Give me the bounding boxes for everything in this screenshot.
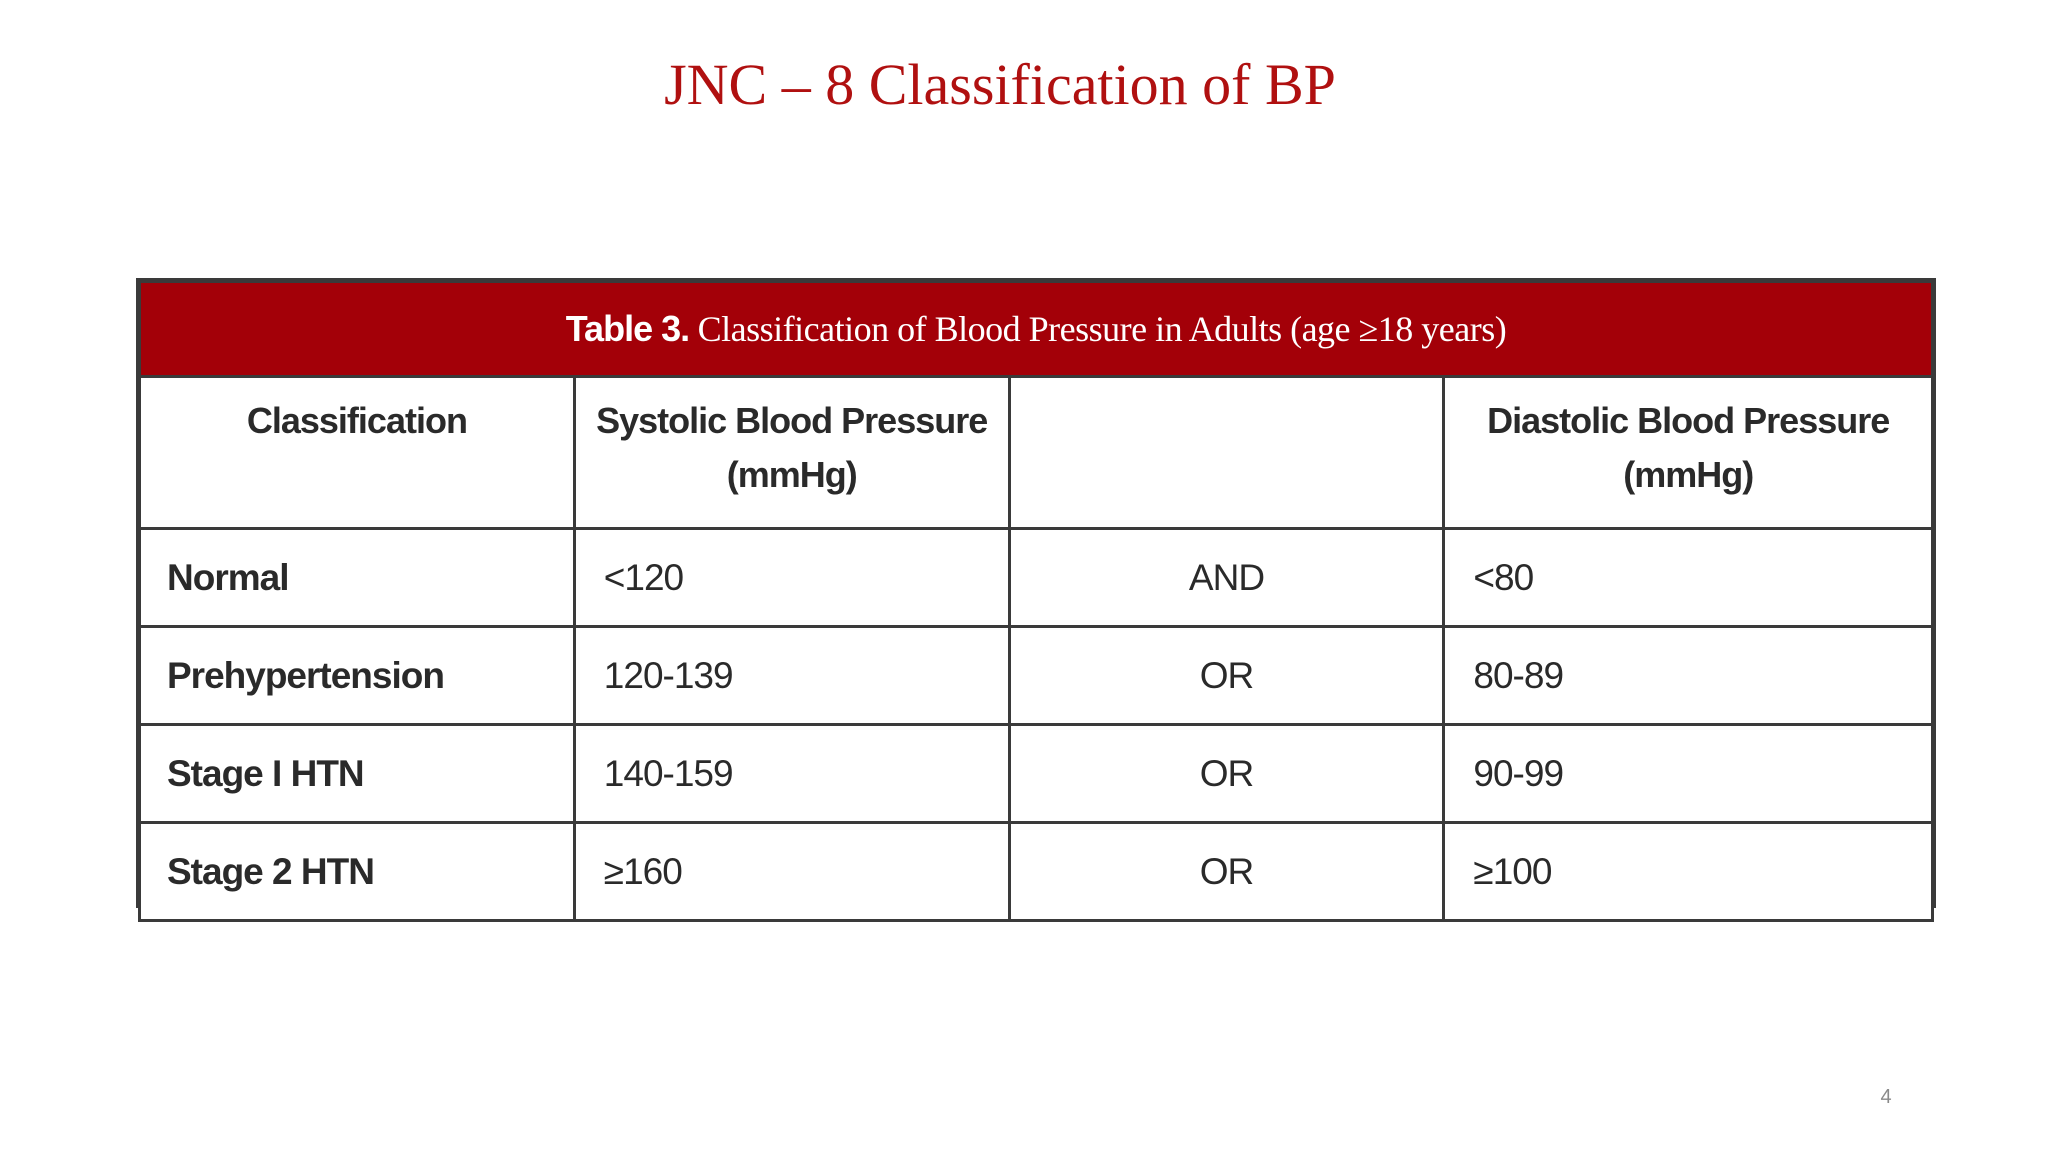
header-operator xyxy=(1009,377,1444,529)
bp-classification-table xyxy=(138,280,1934,922)
table-caption-row xyxy=(140,282,1933,377)
header-classification-label: Classification xyxy=(246,400,467,441)
cell-operator: OR xyxy=(1009,627,1444,725)
cell-systolic: ≥160 xyxy=(574,823,1009,921)
cell-classification: Stage 2 HTN xyxy=(140,823,575,921)
cell-diastolic: 90-99 xyxy=(1444,725,1933,823)
cell-systolic: 120-139 xyxy=(574,627,1009,725)
table-caption-text: Classification of Blood Pressure in Adults (age ≥18 years) xyxy=(697,309,1507,349)
cell-operator: OR xyxy=(1009,725,1444,823)
header-systolic-line1: Systolic Blood Pressure xyxy=(596,400,988,441)
table-row-normal xyxy=(140,529,1933,627)
cell-systolic: <120 xyxy=(574,529,1009,627)
header-classification xyxy=(140,377,575,529)
cell-operator: OR xyxy=(1009,823,1444,921)
table-row-stage1 xyxy=(140,725,1933,823)
table-row-prehypertension xyxy=(140,627,1933,725)
table-header-row xyxy=(140,377,1933,529)
cell-operator: AND xyxy=(1009,529,1444,627)
cell-classification: Prehypertension xyxy=(140,627,575,725)
table-caption xyxy=(140,282,1933,377)
cell-diastolic: 80-89 xyxy=(1444,627,1933,725)
header-systolic-line2: (mmHg) xyxy=(726,454,857,495)
cell-diastolic: ≥100 xyxy=(1444,823,1933,921)
cell-systolic: 140-159 xyxy=(574,725,1009,823)
cell-diastolic: <80 xyxy=(1444,529,1933,627)
header-diastolic-line2: (mmHg) xyxy=(1623,454,1754,495)
cell-classification: Normal xyxy=(140,529,575,627)
table-row-stage2 xyxy=(140,823,1933,921)
header-diastolic-line1: Diastolic Blood Pressure xyxy=(1487,400,1890,441)
header-systolic xyxy=(574,377,1009,529)
page-number: 4 xyxy=(1880,1086,1892,1108)
cell-classification: Stage I HTN xyxy=(140,725,575,823)
slide-title: JNC – 8 Classification of BP xyxy=(664,52,1336,117)
header-diastolic xyxy=(1444,377,1933,529)
bp-classification-table-image xyxy=(138,280,1934,906)
table-caption-label: Table 3. xyxy=(565,308,690,349)
